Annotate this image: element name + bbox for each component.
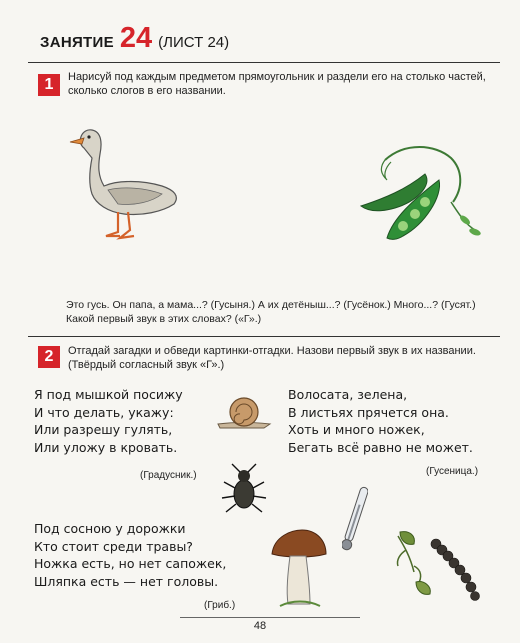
goose-illustration	[62, 120, 192, 245]
riddle-line: Волосата, зелена,	[288, 387, 408, 402]
riddle-line: Ножка есть, но нет сапожек,	[34, 556, 227, 571]
task-2-instruction: Отгадай загадки и обведи картинки-отгадки. Назови первый звук в их названии. (Твёрдый согласный звук «Г».)	[68, 345, 476, 371]
page-number: 48	[253, 620, 267, 632]
riddle-caterpillar	[288, 386, 473, 456]
task-2-badge: 2	[38, 346, 60, 368]
riddle-line: Я под мышкой посижу	[34, 387, 183, 402]
lesson-number: 24	[119, 22, 153, 54]
snail-illustration	[214, 392, 274, 430]
pea-pod-illustration	[355, 140, 485, 250]
riddle-line: Бегать всё равно не может.	[288, 439, 473, 455]
task-divider	[28, 336, 500, 337]
mushroom-illustration	[268, 528, 330, 610]
beetle-illustration	[218, 462, 270, 516]
riddle-line: Кто стоит среди травы?	[34, 538, 193, 554]
footer-divider	[180, 617, 360, 618]
header-divider	[28, 62, 500, 63]
sheet-label: (ЛИСТ 24)	[158, 34, 230, 51]
task-1-instruction: Нарисуй под каждым предметом прямоугольник и раздели его на столько частей, сколько слогов в его названии.	[68, 71, 486, 97]
riddle-line: Под сосною у дорожки	[34, 521, 186, 536]
lesson-word: ЗАНЯТИЕ	[40, 34, 114, 51]
thermometer-illustration	[342, 482, 368, 556]
riddle-line: И что делать, укажу:	[34, 404, 174, 420]
caterpillar-illustration	[392, 526, 482, 608]
riddle-answer: (Градусник.)	[140, 470, 197, 481]
task-1-badge: 1	[38, 74, 60, 96]
riddle-line: В листьях прячется она.	[288, 404, 449, 420]
riddle-answer: (Гусеница.)	[426, 466, 479, 477]
riddle-thermometer	[34, 386, 183, 456]
riddle-answer: (Гриб.)	[204, 600, 236, 611]
riddle-line: Или уложу в кровать.	[34, 439, 178, 455]
riddle-line: Хоть и много ножек,	[288, 422, 425, 437]
riddle-line: Шляпка есть — нет головы.	[34, 573, 219, 589]
task-1-caption: Это гусь. Он папа, а мама...? (Гусыня.) А их детёныш...? (Гусёнок.) Много...? (Гусят.) Какой первый звук в этих словах? («Г».)	[66, 299, 476, 325]
lesson-header	[40, 24, 229, 53]
riddle-line: Или разрешу гулять,	[34, 422, 173, 437]
riddle-mushroom	[34, 520, 226, 590]
